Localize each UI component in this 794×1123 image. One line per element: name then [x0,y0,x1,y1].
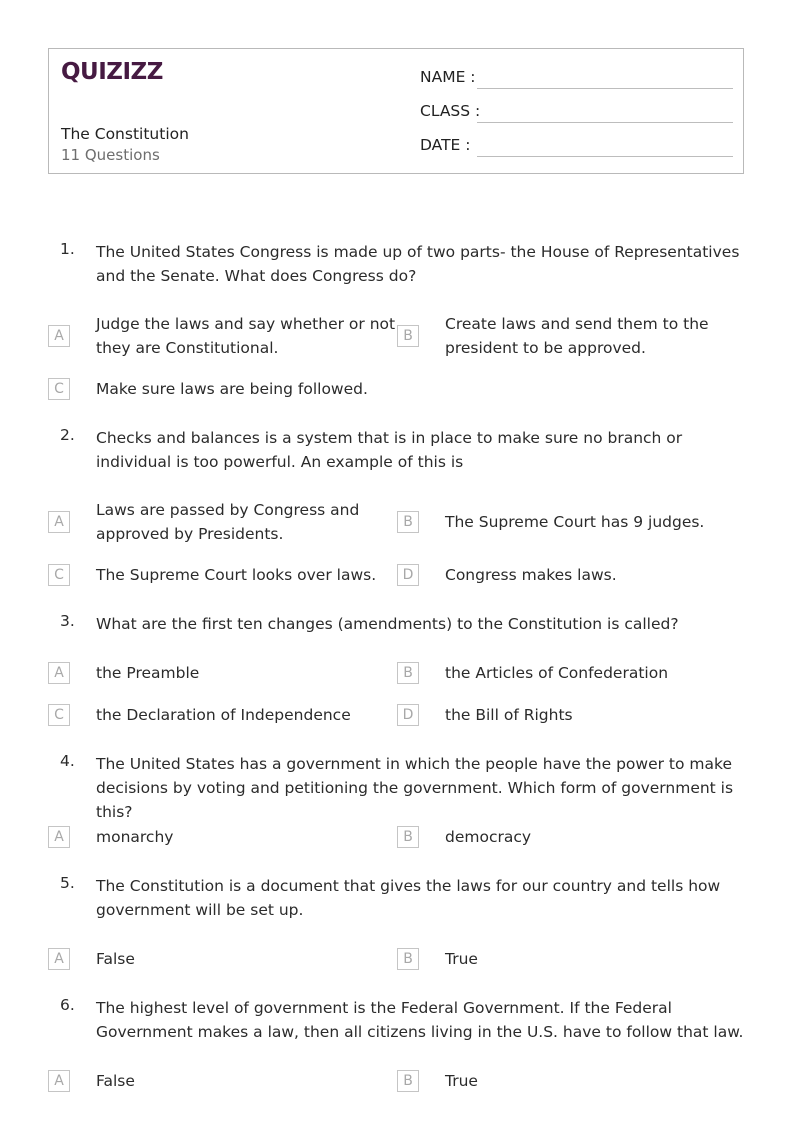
option-letter-box: A [48,511,70,533]
option-letter-box: B [397,1070,419,1092]
class-line[interactable] [477,122,733,123]
question-number: 2. [60,426,75,444]
option-letter-box: B [397,826,419,848]
name-line[interactable] [477,88,733,89]
question-text: What are the first ten changes (amendments) to the Constitution is called? [96,615,679,633]
option-text: the Articles of Confederation [445,664,669,682]
option-text: True [445,950,478,968]
option-text: Create laws and send them to the president to be approved. [445,315,709,357]
name-field[interactable] [420,68,733,92]
option-text: democracy [445,828,532,846]
worksheet-header [48,48,744,174]
quizizz-logo: QUIZIZZ [61,59,163,85]
question-text: The United States has a government in which the people have the power to make decisions by voting and petitioning the government. Which form of government is this? [96,755,734,821]
name-label: NAME : [420,68,476,86]
date-field[interactable] [420,136,733,160]
option-letter-box: A [48,826,70,848]
date-label: DATE : [420,136,471,154]
option-letter-box: B [397,511,419,533]
option-letter-box: C [48,564,70,586]
option-text: Judge the laws and say whether or not they are Constitutional. [96,315,396,357]
option-text: False [96,950,135,968]
question-text: The United States Congress is made up of two parts- the House of Representatives and the Senate. What does Congress do? [96,243,740,285]
option-letter-box: A [48,948,70,970]
option-letter-box: A [48,1070,70,1092]
option-text: The Supreme Court has 9 judges. [445,513,705,531]
question-number: 3. [60,612,75,630]
question-text: The highest level of government is the Federal Government. If the Federal Government makes a law, then all citizens living in the U.S. have to follow that law. [96,999,744,1041]
option-text: the Declaration of Independence [96,706,351,724]
option-text: Make sure laws are being followed. [96,380,368,398]
option-letter-box: D [397,704,419,726]
option-text: True [445,1072,478,1090]
option-letter-box: A [48,662,70,684]
option-text: the Preamble [96,664,200,682]
option-text: Laws are passed by Congress and approved by Presidents. [96,501,360,543]
question-number: 4. [60,752,75,770]
option-text: The Supreme Court looks over laws. [96,566,377,584]
option-letter-box: B [397,325,419,347]
option-letter-box: D [397,564,419,586]
question-count: 11 Questions [61,146,160,164]
option-text: the Bill of Rights [445,706,573,724]
class-field[interactable] [420,102,733,126]
question-text: Checks and balances is a system that is in place to make sure no branch or individual is too powerful. An example of this is [96,429,683,471]
question-number: 1. [60,240,75,258]
question-number: 6. [60,996,75,1014]
option-letter-box: C [48,704,70,726]
question-number: 5. [60,874,75,892]
class-label: CLASS : [420,102,481,120]
worksheet-title: The Constitution [61,125,189,143]
question-text: The Constitution is a document that gives the laws for our country and tells how government will be set up. [96,877,721,919]
option-text: False [96,1072,135,1090]
option-text: Congress makes laws. [445,566,617,584]
option-text: monarchy [96,828,174,846]
option-letter-box: A [48,325,70,347]
option-letter-box: B [397,662,419,684]
option-letter-box: C [48,378,70,400]
option-letter-box: B [397,948,419,970]
date-line[interactable] [477,156,733,157]
